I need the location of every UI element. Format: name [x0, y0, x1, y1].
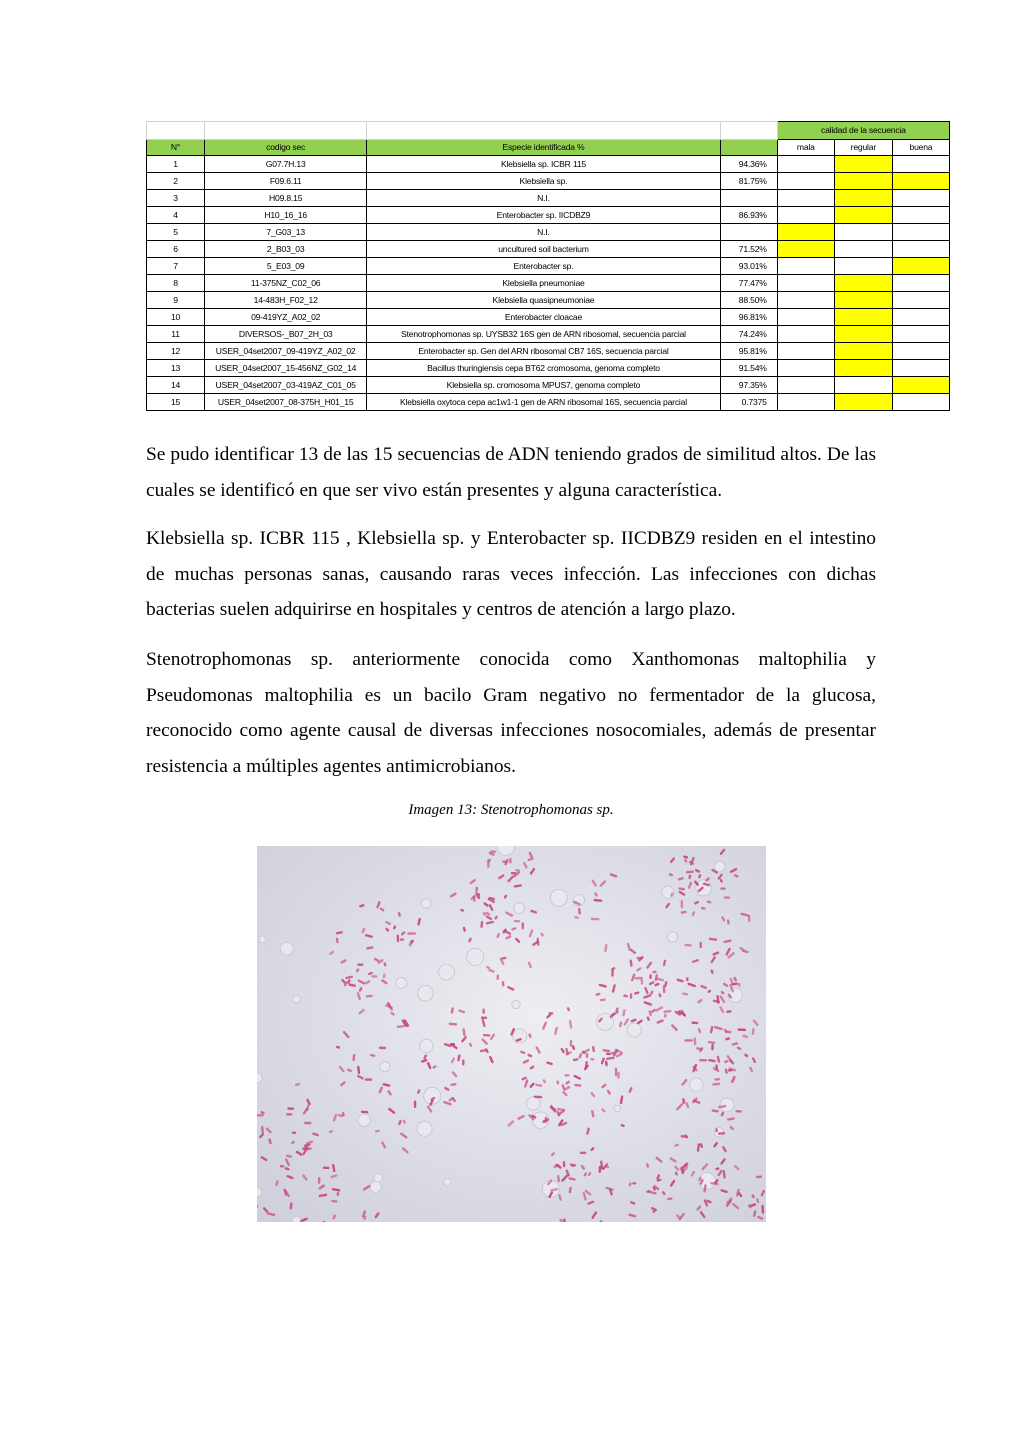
cell-buena [892, 156, 949, 173]
cell-regular [834, 173, 892, 190]
cell-code: USER_04set2007_09-419YZ_A02_02 [205, 343, 367, 360]
cell-mala [777, 258, 834, 275]
cell-n: 8 [147, 275, 205, 292]
cell-mala [777, 360, 834, 377]
cell-code: DIVERSOS-_B07_2H_03 [205, 326, 367, 343]
cell-code: 09-419YZ_A02_02 [205, 309, 367, 326]
cell-code: F09.6.11 [205, 173, 367, 190]
figure-caption: Imagen 13: Stenotrophomonas sp. [408, 802, 614, 818]
cell-code: H09.8.15 [205, 190, 367, 207]
cell-mala [777, 224, 834, 241]
header-mala: mala [777, 140, 834, 156]
header-n: N° [147, 140, 205, 156]
cell-species: Enterobacter cloacae [367, 309, 720, 326]
cell-regular [834, 241, 892, 258]
cell-species: Klebsiella sp. ICBR 115 [367, 156, 720, 173]
cell-n: 7 [147, 258, 205, 275]
cell-code: 14-483H_F02_12 [205, 292, 367, 309]
cell-code: 5_E03_09 [205, 258, 367, 275]
cell-regular [834, 275, 892, 292]
cell-buena [892, 309, 949, 326]
cell-percentage: 94.36% [720, 156, 777, 173]
cell-species: uncultured soil bacterium [367, 241, 720, 258]
cell-n: 5 [147, 224, 205, 241]
cell-buena [892, 241, 949, 258]
cell-percentage: 0.7375 [720, 394, 777, 411]
table-row [147, 326, 950, 343]
paragraph-klebsiella: Klebsiella sp. ICBR 115 , Klebsiella sp. y Enterobacter sp. IICDBZ9 residen en el intestino de muchas personas sanas, causando raras veces infección. Las infecciones con dichas bacterias suelen adquirirse en hospitales y centros de atención a largo plazo. [146, 528, 876, 620]
table-row [147, 292, 950, 309]
cell-buena [892, 292, 949, 309]
cell-buena [892, 258, 949, 275]
cell-percentage [720, 224, 777, 241]
cell-species: Enterobacter sp. Gen del ARN ribosomal CB7 16S, secuencia parcial [367, 343, 720, 360]
cell-n: 14 [147, 377, 205, 394]
cell-mala [777, 190, 834, 207]
cell-code: USER_04set2007_03-419AZ_C01_05 [205, 377, 367, 394]
cell-regular [834, 343, 892, 360]
paragraph-summary: Se pudo identificar 13 de las 15 secuencias de ADN teniendo grados de similitud altos. De las cuales se identificó en que ser vivo están presentes y alguna característica. [146, 444, 876, 501]
sequence-table [146, 121, 950, 411]
cell-species: Enterobacter sp. IICDBZ9 [367, 207, 720, 224]
cell-percentage: 86.93% [720, 207, 777, 224]
cell-percentage: 97.35% [720, 377, 777, 394]
cell-n: 15 [147, 394, 205, 411]
cell-n: 10 [147, 309, 205, 326]
cell-percentage: 77.47% [720, 275, 777, 292]
cell-buena [892, 360, 949, 377]
table-row [147, 224, 950, 241]
quality-group-header: calidad de la secuencia [777, 122, 949, 140]
cell-species: Klebsiella sp. cromosoma MPUS7, genoma completo [367, 377, 720, 394]
cell-regular [834, 207, 892, 224]
table-group-header-row [147, 122, 950, 140]
cell-regular [834, 309, 892, 326]
cell-code: USER_04set2007_15-456NZ_G02_14 [205, 360, 367, 377]
cell-regular [834, 224, 892, 241]
cell-percentage: 91.54% [720, 360, 777, 377]
cell-code: 11-375NZ_C02_06 [205, 275, 367, 292]
cell-buena [892, 377, 949, 394]
cell-buena [892, 224, 949, 241]
header-species: Especie identificada % [367, 140, 720, 156]
cell-species: Klebsiella quasipneumoniae [367, 292, 720, 309]
cell-percentage [720, 190, 777, 207]
cell-code: 7_G03_13 [205, 224, 367, 241]
cell-regular [834, 377, 892, 394]
table-row [147, 360, 950, 377]
cell-n: 4 [147, 207, 205, 224]
cell-species: Klebsiella sp. [367, 173, 720, 190]
table-row [147, 207, 950, 224]
cell-regular [834, 190, 892, 207]
cell-regular [834, 326, 892, 343]
cell-species: Bacillus thuringiensis cepa BT62 cromosoma, genoma completo [367, 360, 720, 377]
cell-species: Stenotrophomonas sp. UYSB32 16S gen de ARN ribosomal, secuencia parcial [367, 326, 720, 343]
cell-n: 1 [147, 156, 205, 173]
table-row [147, 309, 950, 326]
cell-percentage: 74.24% [720, 326, 777, 343]
cell-percentage: 71.52% [720, 241, 777, 258]
header-regular: regular [834, 140, 892, 156]
table-row [147, 241, 950, 258]
cell-code: H10_16_16 [205, 207, 367, 224]
cell-regular [834, 258, 892, 275]
cell-buena [892, 207, 949, 224]
table-header-row [147, 140, 950, 156]
cell-species: Enterobacter sp. [367, 258, 720, 275]
cell-regular [834, 156, 892, 173]
table-row [147, 173, 950, 190]
cell-n: 12 [147, 343, 205, 360]
table-row [147, 377, 950, 394]
cell-percentage: 93.01% [720, 258, 777, 275]
cell-species: Klebsiella pneumoniae [367, 275, 720, 292]
table-row [147, 156, 950, 173]
header-percentage [720, 140, 777, 156]
cell-buena [892, 343, 949, 360]
cell-n: 6 [147, 241, 205, 258]
cell-code: G07.7H.13 [205, 156, 367, 173]
cell-n: 13 [147, 360, 205, 377]
cell-buena [892, 173, 949, 190]
cell-species: N.I. [367, 224, 720, 241]
cell-buena [892, 190, 949, 207]
cell-mala [777, 326, 834, 343]
cell-mala [777, 309, 834, 326]
cell-regular [834, 394, 892, 411]
cell-regular [834, 292, 892, 309]
cell-species: N.I. [367, 190, 720, 207]
cell-species: Klebsiella oxytoca cepa ac1w1-1 gen de ARN ribosomal 16S, secuencia parcial [367, 394, 720, 411]
table-row [147, 190, 950, 207]
cell-n: 2 [147, 173, 205, 190]
header-code: codigo sec [205, 140, 367, 156]
table-row [147, 275, 950, 292]
table-row [147, 343, 950, 360]
cell-percentage: 81.75% [720, 173, 777, 190]
cell-percentage: 95.81% [720, 343, 777, 360]
table-row [147, 258, 950, 275]
cell-n: 9 [147, 292, 205, 309]
cell-n: 11 [147, 326, 205, 343]
cell-mala [777, 377, 834, 394]
paragraph-stenotrophomonas: Stenotrophomonas sp. anteriormente conocida como Xanthomonas maltophilia y Pseudomonas maltophilia es un bacilo Gram negativo no fermentador de la glucosa, reconocido como agente causal de diversas infecciones nosocomiales, además de presentar resistencia a múltiples agentes antimicrobianos. [146, 649, 876, 777]
cell-percentage: 88.50% [720, 292, 777, 309]
cell-buena [892, 394, 949, 411]
cell-code: USER_04set2007_08-375H_H01_15 [205, 394, 367, 411]
cell-buena [892, 275, 949, 292]
cell-mala [777, 173, 834, 190]
cell-mala [777, 207, 834, 224]
cell-mala [777, 292, 834, 309]
cell-n: 3 [147, 190, 205, 207]
cell-percentage: 96.81% [720, 309, 777, 326]
cell-mala [777, 343, 834, 360]
cell-buena [892, 326, 949, 343]
cell-mala [777, 394, 834, 411]
cell-mala [777, 275, 834, 292]
cell-mala [777, 156, 834, 173]
table-row [147, 394, 950, 411]
header-buena: buena [892, 140, 949, 156]
cell-regular [834, 360, 892, 377]
micrograph-image [257, 846, 766, 1222]
cell-mala [777, 241, 834, 258]
cell-code: 2_B03_03 [205, 241, 367, 258]
